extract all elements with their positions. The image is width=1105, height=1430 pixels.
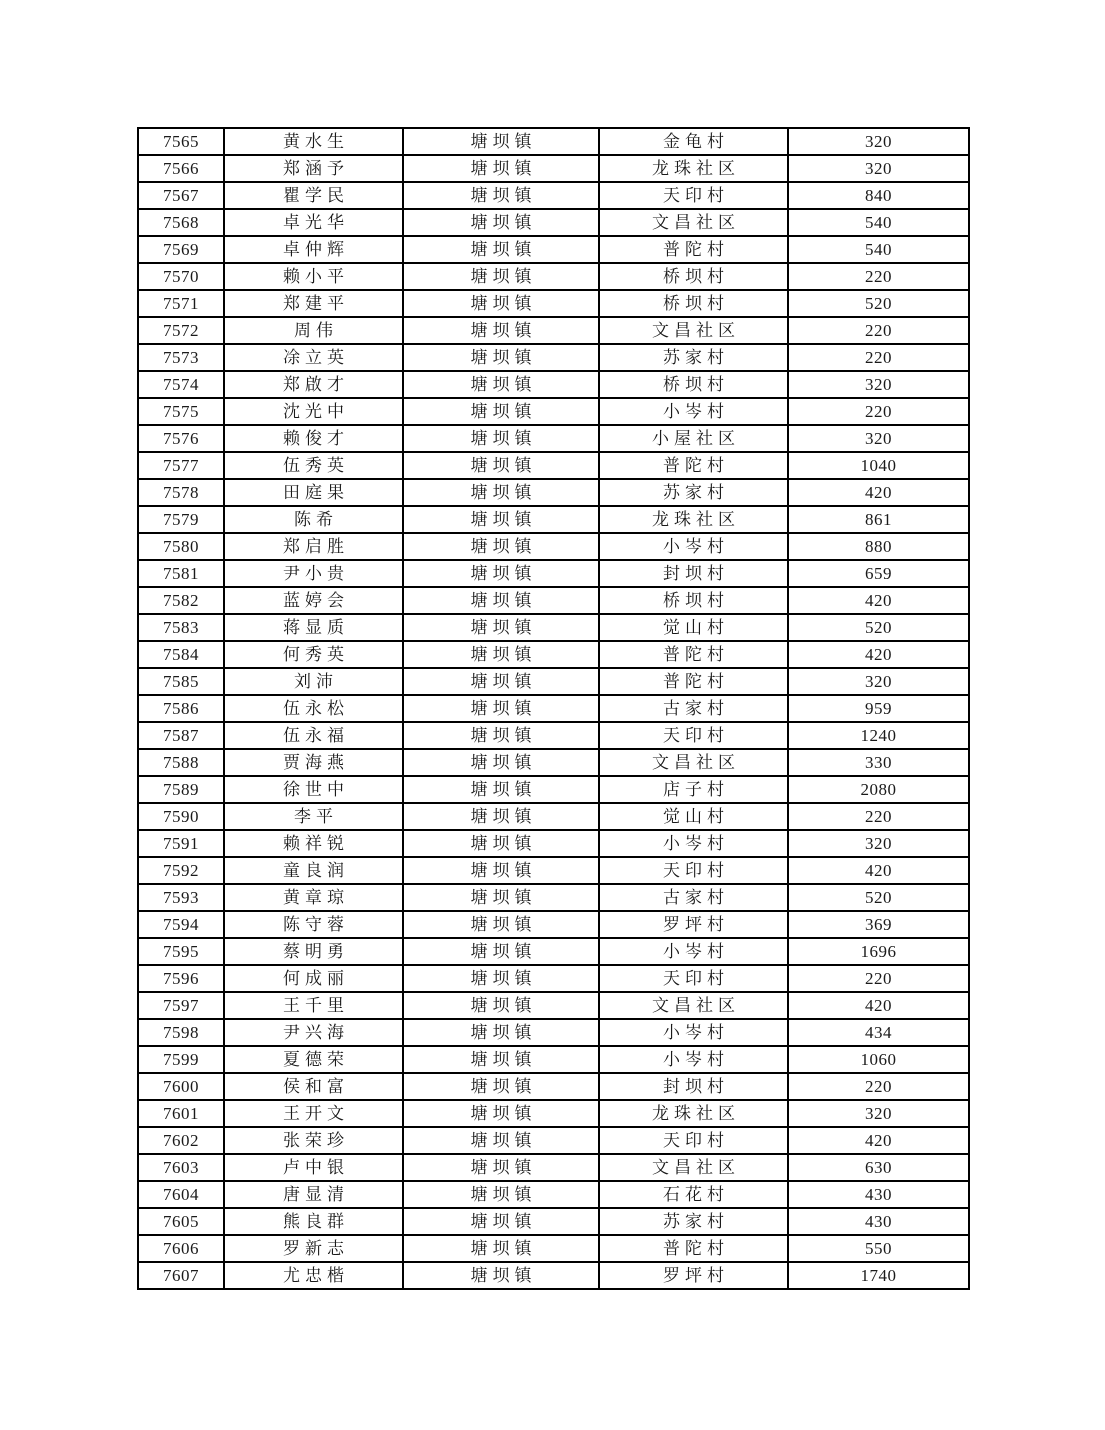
- cell-name: 瞿学民: [224, 182, 403, 209]
- cell-serial: 7570: [138, 263, 224, 290]
- cell-village: 封坝村: [599, 1073, 788, 1100]
- table-row: [138, 1262, 969, 1289]
- table-row: [138, 371, 969, 398]
- cell-amount: 320: [788, 128, 969, 155]
- cell-town: 塘坝镇: [403, 992, 599, 1019]
- cell-village: 封坝村: [599, 560, 788, 587]
- cell-village: 金龟村: [599, 128, 788, 155]
- table-row: [138, 1181, 969, 1208]
- cell-name: 罗新志: [224, 1235, 403, 1262]
- table-row: [138, 992, 969, 1019]
- cell-amount: 540: [788, 209, 969, 236]
- cell-village: 罗坪村: [599, 1262, 788, 1289]
- cell-serial: 7568: [138, 209, 224, 236]
- cell-town: 塘坝镇: [403, 1154, 599, 1181]
- cell-name: 黄章琼: [224, 884, 403, 911]
- table-row: [138, 938, 969, 965]
- cell-name: 凃立英: [224, 344, 403, 371]
- cell-amount: 630: [788, 1154, 969, 1181]
- table-row: [138, 560, 969, 587]
- cell-town: 塘坝镇: [403, 560, 599, 587]
- cell-amount: 1040: [788, 452, 969, 479]
- cell-town: 塘坝镇: [403, 398, 599, 425]
- cell-town: 塘坝镇: [403, 857, 599, 884]
- cell-name: 何成丽: [224, 965, 403, 992]
- cell-village: 桥坝村: [599, 371, 788, 398]
- cell-village: 小岑村: [599, 1046, 788, 1073]
- cell-village: 古家村: [599, 695, 788, 722]
- cell-name: 熊良群: [224, 1208, 403, 1235]
- cell-amount: 520: [788, 290, 969, 317]
- cell-town: 塘坝镇: [403, 452, 599, 479]
- cell-serial: 7584: [138, 641, 224, 668]
- table-row: [138, 155, 969, 182]
- cell-village: 天印村: [599, 965, 788, 992]
- cell-town: 塘坝镇: [403, 425, 599, 452]
- cell-name: 王千里: [224, 992, 403, 1019]
- cell-serial: 7583: [138, 614, 224, 641]
- cell-village: 小岑村: [599, 830, 788, 857]
- cell-town: 塘坝镇: [403, 884, 599, 911]
- cell-town: 塘坝镇: [403, 1208, 599, 1235]
- cell-amount: 220: [788, 344, 969, 371]
- cell-town: 塘坝镇: [403, 1127, 599, 1154]
- table-row: [138, 533, 969, 560]
- cell-amount: 520: [788, 884, 969, 911]
- cell-name: 尹兴海: [224, 1019, 403, 1046]
- cell-name: 沈光中: [224, 398, 403, 425]
- cell-village: 普陀村: [599, 1235, 788, 1262]
- table-row: [138, 1046, 969, 1073]
- cell-amount: 520: [788, 614, 969, 641]
- cell-serial: 7572: [138, 317, 224, 344]
- cell-name: 何秀英: [224, 641, 403, 668]
- cell-village: 古家村: [599, 884, 788, 911]
- table-row: [138, 452, 969, 479]
- table-row: [138, 236, 969, 263]
- cell-serial: 7597: [138, 992, 224, 1019]
- table-row: [138, 506, 969, 533]
- table-row: [138, 1235, 969, 1262]
- cell-town: 塘坝镇: [403, 776, 599, 803]
- roster-table-body: [138, 128, 969, 1289]
- cell-town: 塘坝镇: [403, 668, 599, 695]
- cell-village: 小岑村: [599, 1019, 788, 1046]
- cell-name: 赖小平: [224, 263, 403, 290]
- cell-amount: 1696: [788, 938, 969, 965]
- cell-serial: 7594: [138, 911, 224, 938]
- cell-amount: 420: [788, 479, 969, 506]
- cell-village: 龙珠社区: [599, 155, 788, 182]
- table-row: [138, 398, 969, 425]
- cell-village: 罗坪村: [599, 911, 788, 938]
- cell-village: 店子村: [599, 776, 788, 803]
- cell-name: 侯和富: [224, 1073, 403, 1100]
- cell-amount: 540: [788, 236, 969, 263]
- table-row: [138, 1073, 969, 1100]
- cell-serial: 7579: [138, 506, 224, 533]
- cell-serial: 7592: [138, 857, 224, 884]
- cell-town: 塘坝镇: [403, 263, 599, 290]
- cell-serial: 7604: [138, 1181, 224, 1208]
- cell-village: 普陀村: [599, 236, 788, 263]
- cell-amount: 2080: [788, 776, 969, 803]
- cell-amount: 220: [788, 263, 969, 290]
- cell-village: 觉山村: [599, 803, 788, 830]
- cell-village: 龙珠社区: [599, 1100, 788, 1127]
- cell-town: 塘坝镇: [403, 803, 599, 830]
- cell-serial: 7605: [138, 1208, 224, 1235]
- cell-name: 卓光华: [224, 209, 403, 236]
- cell-name: 赖俊才: [224, 425, 403, 452]
- cell-serial: 7566: [138, 155, 224, 182]
- cell-amount: 420: [788, 641, 969, 668]
- cell-serial: 7589: [138, 776, 224, 803]
- cell-amount: 430: [788, 1181, 969, 1208]
- cell-amount: 434: [788, 1019, 969, 1046]
- cell-amount: 320: [788, 830, 969, 857]
- cell-amount: 369: [788, 911, 969, 938]
- cell-amount: 550: [788, 1235, 969, 1262]
- cell-town: 塘坝镇: [403, 1019, 599, 1046]
- cell-serial: 7585: [138, 668, 224, 695]
- table-row: [138, 830, 969, 857]
- cell-name: 蔡明勇: [224, 938, 403, 965]
- cell-name: 尤忠楷: [224, 1262, 403, 1289]
- cell-town: 塘坝镇: [403, 1100, 599, 1127]
- table-row: [138, 1208, 969, 1235]
- cell-name: 田庭果: [224, 479, 403, 506]
- cell-amount: 220: [788, 398, 969, 425]
- cell-village: 文昌社区: [599, 209, 788, 236]
- cell-name: 郑建平: [224, 290, 403, 317]
- cell-amount: 320: [788, 668, 969, 695]
- cell-village: 小岑村: [599, 398, 788, 425]
- table-row: [138, 128, 969, 155]
- cell-serial: 7590: [138, 803, 224, 830]
- table-row: [138, 965, 969, 992]
- table-row: [138, 1154, 969, 1181]
- cell-name: 童良润: [224, 857, 403, 884]
- cell-village: 小岑村: [599, 938, 788, 965]
- cell-town: 塘坝镇: [403, 479, 599, 506]
- cell-serial: 7571: [138, 290, 224, 317]
- cell-village: 桥坝村: [599, 263, 788, 290]
- cell-town: 塘坝镇: [403, 155, 599, 182]
- cell-name: 蒋显质: [224, 614, 403, 641]
- cell-serial: 7576: [138, 425, 224, 452]
- table-row: [138, 1127, 969, 1154]
- cell-town: 塘坝镇: [403, 938, 599, 965]
- cell-name: 陈希: [224, 506, 403, 533]
- table-row: [138, 695, 969, 722]
- cell-serial: 7578: [138, 479, 224, 506]
- cell-town: 塘坝镇: [403, 614, 599, 641]
- cell-name: 蓝婷会: [224, 587, 403, 614]
- cell-town: 塘坝镇: [403, 749, 599, 776]
- cell-town: 塘坝镇: [403, 587, 599, 614]
- cell-name: 黄水生: [224, 128, 403, 155]
- cell-village: 苏家村: [599, 344, 788, 371]
- table-row: [138, 614, 969, 641]
- cell-name: 郑涵予: [224, 155, 403, 182]
- cell-town: 塘坝镇: [403, 1181, 599, 1208]
- cell-serial: 7595: [138, 938, 224, 965]
- cell-serial: 7565: [138, 128, 224, 155]
- cell-name: 郑啟才: [224, 371, 403, 398]
- cell-name: 卓仲辉: [224, 236, 403, 263]
- cell-village: 普陀村: [599, 452, 788, 479]
- cell-village: 文昌社区: [599, 317, 788, 344]
- cell-village: 普陀村: [599, 641, 788, 668]
- table-row: [138, 722, 969, 749]
- cell-name: 伍永福: [224, 722, 403, 749]
- cell-name: 贾海燕: [224, 749, 403, 776]
- cell-village: 苏家村: [599, 479, 788, 506]
- cell-village: 苏家村: [599, 1208, 788, 1235]
- cell-town: 塘坝镇: [403, 182, 599, 209]
- cell-town: 塘坝镇: [403, 344, 599, 371]
- table-row: [138, 857, 969, 884]
- cell-town: 塘坝镇: [403, 371, 599, 398]
- cell-serial: 7580: [138, 533, 224, 560]
- cell-town: 塘坝镇: [403, 641, 599, 668]
- table-row: [138, 1019, 969, 1046]
- cell-serial: 7593: [138, 884, 224, 911]
- cell-village: 天印村: [599, 1127, 788, 1154]
- table-row: [138, 1100, 969, 1127]
- cell-village: 小岑村: [599, 533, 788, 560]
- cell-amount: 320: [788, 371, 969, 398]
- table-row: [138, 749, 969, 776]
- cell-village: 桥坝村: [599, 587, 788, 614]
- cell-name: 伍永松: [224, 695, 403, 722]
- cell-serial: 7587: [138, 722, 224, 749]
- table-row: [138, 911, 969, 938]
- cell-town: 塘坝镇: [403, 236, 599, 263]
- cell-village: 文昌社区: [599, 992, 788, 1019]
- table-row: [138, 776, 969, 803]
- cell-name: 郑启胜: [224, 533, 403, 560]
- cell-amount: 880: [788, 533, 969, 560]
- roster-table: [137, 127, 970, 1290]
- cell-name: 徐世中: [224, 776, 403, 803]
- cell-serial: 7575: [138, 398, 224, 425]
- table-row: [138, 884, 969, 911]
- cell-village: 天印村: [599, 857, 788, 884]
- table-row: [138, 263, 969, 290]
- cell-amount: 430: [788, 1208, 969, 1235]
- cell-serial: 7606: [138, 1235, 224, 1262]
- cell-town: 塘坝镇: [403, 1046, 599, 1073]
- cell-town: 塘坝镇: [403, 533, 599, 560]
- cell-amount: 220: [788, 317, 969, 344]
- cell-village: 天印村: [599, 722, 788, 749]
- cell-serial: 7573: [138, 344, 224, 371]
- cell-serial: 7586: [138, 695, 224, 722]
- cell-name: 伍秀英: [224, 452, 403, 479]
- cell-amount: 220: [788, 803, 969, 830]
- cell-village: 桥坝村: [599, 290, 788, 317]
- cell-amount: 330: [788, 749, 969, 776]
- cell-amount: 420: [788, 1127, 969, 1154]
- cell-town: 塘坝镇: [403, 695, 599, 722]
- cell-serial: 7588: [138, 749, 224, 776]
- cell-serial: 7607: [138, 1262, 224, 1289]
- cell-village: 龙珠社区: [599, 506, 788, 533]
- cell-town: 塘坝镇: [403, 506, 599, 533]
- table-row: [138, 641, 969, 668]
- table-row: [138, 803, 969, 830]
- cell-amount: 420: [788, 857, 969, 884]
- cell-amount: 861: [788, 506, 969, 533]
- table-row: [138, 479, 969, 506]
- table-row: [138, 587, 969, 614]
- cell-village: 普陀村: [599, 668, 788, 695]
- cell-name: 刘沛: [224, 668, 403, 695]
- cell-serial: 7577: [138, 452, 224, 479]
- table-row: [138, 182, 969, 209]
- cell-amount: 320: [788, 1100, 969, 1127]
- cell-amount: 320: [788, 425, 969, 452]
- cell-amount: 220: [788, 965, 969, 992]
- cell-amount: 420: [788, 587, 969, 614]
- cell-name: 尹小贵: [224, 560, 403, 587]
- cell-name: 王开文: [224, 1100, 403, 1127]
- table-row: [138, 209, 969, 236]
- cell-town: 塘坝镇: [403, 317, 599, 344]
- cell-serial: 7582: [138, 587, 224, 614]
- cell-town: 塘坝镇: [403, 830, 599, 857]
- table-row: [138, 290, 969, 317]
- cell-serial: 7598: [138, 1019, 224, 1046]
- cell-amount: 840: [788, 182, 969, 209]
- cell-amount: 959: [788, 695, 969, 722]
- table-row: [138, 425, 969, 452]
- cell-town: 塘坝镇: [403, 1262, 599, 1289]
- cell-amount: 320: [788, 155, 969, 182]
- cell-name: 夏德荣: [224, 1046, 403, 1073]
- cell-town: 塘坝镇: [403, 290, 599, 317]
- cell-serial: 7569: [138, 236, 224, 263]
- cell-village: 天印村: [599, 182, 788, 209]
- cell-serial: 7567: [138, 182, 224, 209]
- table-row: [138, 668, 969, 695]
- cell-town: 塘坝镇: [403, 1073, 599, 1100]
- cell-name: 李平: [224, 803, 403, 830]
- cell-serial: 7581: [138, 560, 224, 587]
- cell-town: 塘坝镇: [403, 128, 599, 155]
- cell-amount: 420: [788, 992, 969, 1019]
- cell-name: 周伟: [224, 317, 403, 344]
- cell-town: 塘坝镇: [403, 1235, 599, 1262]
- cell-serial: 7574: [138, 371, 224, 398]
- cell-village: 文昌社区: [599, 1154, 788, 1181]
- cell-amount: 659: [788, 560, 969, 587]
- cell-name: 陈守蓉: [224, 911, 403, 938]
- cell-serial: 7601: [138, 1100, 224, 1127]
- cell-amount: 1060: [788, 1046, 969, 1073]
- cell-serial: 7596: [138, 965, 224, 992]
- cell-name: 唐显清: [224, 1181, 403, 1208]
- cell-amount: 1740: [788, 1262, 969, 1289]
- cell-town: 塘坝镇: [403, 209, 599, 236]
- cell-name: 张荣珍: [224, 1127, 403, 1154]
- cell-serial: 7591: [138, 830, 224, 857]
- cell-name: 卢中银: [224, 1154, 403, 1181]
- cell-amount: 220: [788, 1073, 969, 1100]
- cell-amount: 1240: [788, 722, 969, 749]
- cell-village: 觉山村: [599, 614, 788, 641]
- cell-town: 塘坝镇: [403, 911, 599, 938]
- cell-serial: 7602: [138, 1127, 224, 1154]
- cell-town: 塘坝镇: [403, 722, 599, 749]
- cell-village: 小屋社区: [599, 425, 788, 452]
- cell-serial: 7603: [138, 1154, 224, 1181]
- cell-village: 文昌社区: [599, 749, 788, 776]
- table-row: [138, 344, 969, 371]
- cell-village: 石花村: [599, 1181, 788, 1208]
- table-row: [138, 317, 969, 344]
- cell-town: 塘坝镇: [403, 965, 599, 992]
- cell-serial: 7600: [138, 1073, 224, 1100]
- cell-name: 赖祥锐: [224, 830, 403, 857]
- cell-serial: 7599: [138, 1046, 224, 1073]
